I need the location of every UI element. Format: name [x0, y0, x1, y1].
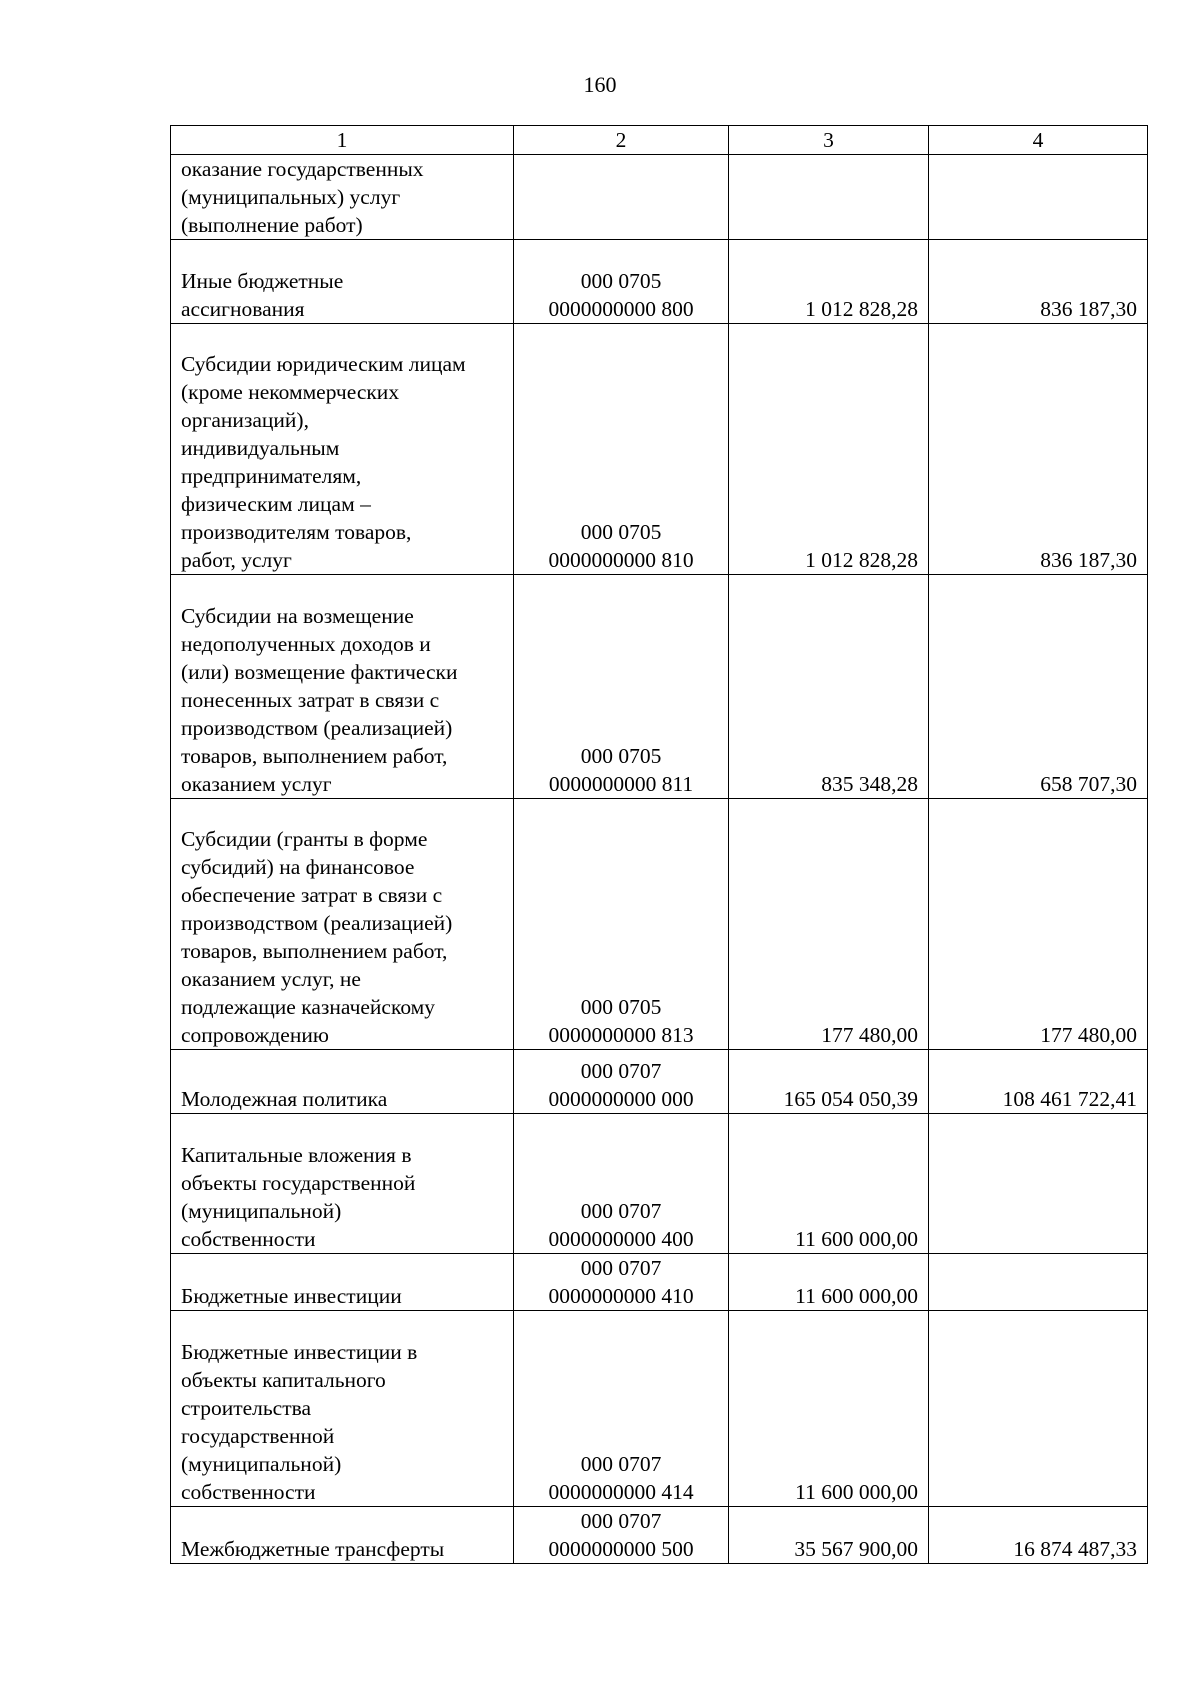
row-code: 000 0707 0000000000 410	[514, 1254, 729, 1311]
row-plan: 11 600 000,00	[729, 1114, 929, 1254]
table-row	[171, 799, 1148, 1050]
row-name: Молодежная политика	[171, 1050, 514, 1114]
table-header-row	[171, 126, 1148, 155]
row-name: Иные бюджетные ассигнования	[171, 240, 514, 324]
row-executed: 836 187,30	[929, 324, 1148, 575]
column-header-1: 1	[171, 126, 514, 155]
row-plan: 177 480,00	[729, 799, 929, 1050]
row-name: Капитальные вложения в объекты государственной (муниципальной) собственности	[171, 1114, 514, 1254]
row-executed: 108 461 722,41	[929, 1050, 1148, 1114]
row-plan: 11 600 000,00	[729, 1311, 929, 1507]
column-header-3: 3	[729, 126, 929, 155]
table-row	[171, 1114, 1148, 1254]
column-header-4: 4	[929, 126, 1148, 155]
column-header-2: 2	[514, 126, 729, 155]
row-code	[514, 155, 729, 240]
row-executed: 177 480,00	[929, 799, 1148, 1050]
row-code: 000 0707 0000000000 414	[514, 1311, 729, 1507]
row-plan: 11 600 000,00	[729, 1254, 929, 1311]
row-executed	[929, 1311, 1148, 1507]
row-plan: 165 054 050,39	[729, 1050, 929, 1114]
row-executed: 16 874 487,33	[929, 1507, 1148, 1564]
row-executed	[929, 155, 1148, 240]
table-row	[171, 1311, 1148, 1507]
row-name: Межбюджетные трансферты	[171, 1507, 514, 1564]
row-name: Субсидии юридическим лицам (кроме некоммерческих организаций), индивидуальным предпринимателям, физическим лицам – производителям товаров, работ, услуг	[171, 324, 514, 575]
row-name: оказание государственных (муниципальных) услуг (выполнение работ)	[171, 155, 514, 240]
row-code: 000 0707 0000000000 500	[514, 1507, 729, 1564]
row-plan: 1 012 828,28	[729, 240, 929, 324]
row-plan	[729, 155, 929, 240]
row-code: 000 0705 0000000000 800	[514, 240, 729, 324]
budget-table	[170, 125, 1148, 1564]
table-row	[171, 1507, 1148, 1564]
row-plan: 835 348,28	[729, 575, 929, 799]
row-executed	[929, 1254, 1148, 1311]
row-executed: 658 707,30	[929, 575, 1148, 799]
page-number: 160	[583, 72, 617, 97]
table-row	[171, 240, 1148, 324]
table-row	[171, 1050, 1148, 1114]
table-row	[171, 155, 1148, 240]
table-row	[171, 324, 1148, 575]
table-row	[171, 575, 1148, 799]
row-executed	[929, 1114, 1148, 1254]
row-name: Субсидии (гранты в форме субсидий) на финансовое обеспечение затрат в связи с производством (реализацией) товаров, выполнением работ, оказанием услуг, не подлежащие казначейскому сопровождению	[171, 799, 514, 1050]
row-code: 000 0705 0000000000 810	[514, 324, 729, 575]
row-name: Бюджетные инвестиции	[171, 1254, 514, 1311]
row-code: 000 0707 0000000000 000	[514, 1050, 729, 1114]
row-executed: 836 187,30	[929, 240, 1148, 324]
row-code: 000 0705 0000000000 811	[514, 575, 729, 799]
row-name: Бюджетные инвестиции в объекты капитального строительства государственной (муниципальной) собственности	[171, 1311, 514, 1507]
row-code: 000 0705 0000000000 813	[514, 799, 729, 1050]
row-plan: 35 567 900,00	[729, 1507, 929, 1564]
row-code: 000 0707 0000000000 400	[514, 1114, 729, 1254]
table-row	[171, 1254, 1148, 1311]
row-plan: 1 012 828,28	[729, 324, 929, 575]
row-name: Субсидии на возмещение недополученных доходов и (или) возмещение фактически понесенных затрат в связи с производством (реализацией) товаров, выполнением работ, оказанием услуг	[171, 575, 514, 799]
